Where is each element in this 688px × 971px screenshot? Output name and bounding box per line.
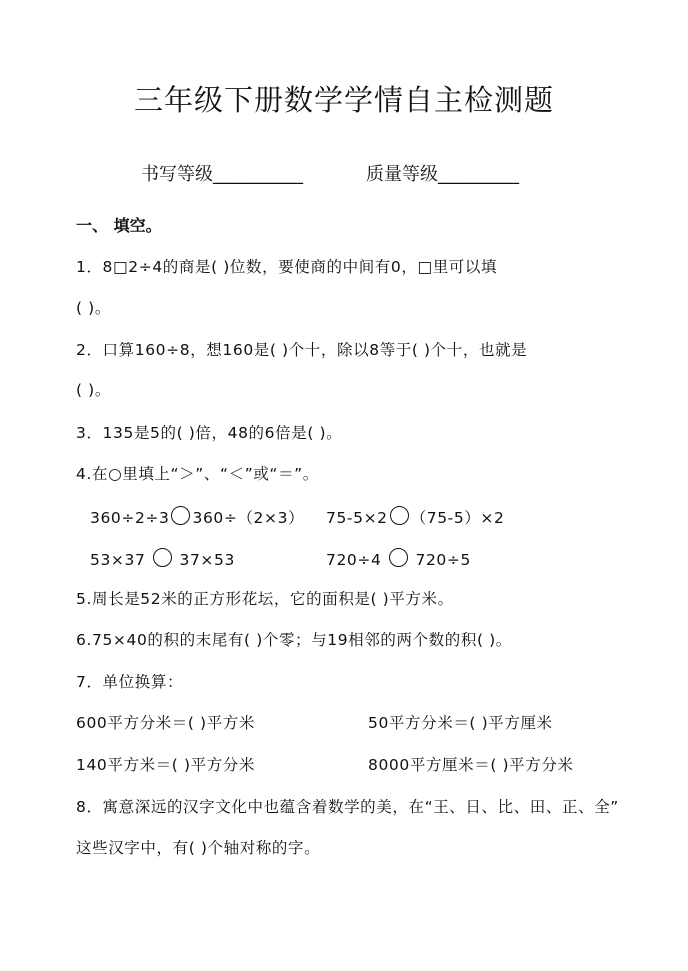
question-3: 3．135是5的( )倍，48的6倍是( )。 — [76, 424, 343, 442]
compare-circle-blank[interactable] — [390, 506, 409, 525]
question-8-line-1: 8．寓意深远的汉字文化中也蕴含着数学的美，在“王、日、比、田、正、全” — [76, 798, 619, 816]
question-1-line-1: 1．8□2÷4的商是( )位数，要使商的中间有0，□里可以填 — [76, 258, 498, 276]
question-8-line-2: 这些汉字中，有( )个轴对称的字。 — [76, 839, 321, 857]
page-title: 三年级下册数学学情自主检测题 — [133, 83, 554, 117]
compare-left: 53×37 — [90, 551, 151, 569]
compare-item-1 — [90, 506, 304, 528]
compare-circle-blank[interactable] — [389, 548, 408, 567]
question-5: 5.周长是52米的正方形花坛，它的面积是( )平方米。 — [76, 590, 454, 608]
question-4-instruction: 4.在○里填上“＞”、“＜”或“＝”。 — [76, 465, 319, 483]
compare-right: 720÷5 — [409, 551, 471, 569]
compare-right: 37×53 — [173, 551, 235, 569]
question-2-line-1: 2．口算160÷8，想160是( )个十，除以8等于( )个十，也就是 — [76, 341, 528, 359]
compare-item-2 — [326, 506, 504, 528]
question-7-heading: 7．单位换算： — [76, 673, 184, 691]
unit-conversion-3: 140平方米＝( )平方分米 — [76, 756, 256, 774]
section-heading: 一、 填空。 — [76, 216, 162, 235]
compare-left: 720÷4 — [326, 551, 387, 569]
compare-right: 360÷（2×3） — [192, 509, 305, 527]
compare-left: 75-5×2 — [326, 509, 388, 527]
question-6: 6.75×40的积的末尾有( )个零；与19相邻的两个数的积( )。 — [76, 631, 512, 649]
question-2-line-2: ( )。 — [76, 381, 111, 399]
unit-conversion-4: 8000平方厘米＝( )平方分米 — [368, 756, 574, 774]
unit-conversion-1: 600平方分米＝( )平方米 — [76, 714, 256, 732]
compare-left: 360÷2÷3 — [90, 509, 170, 527]
question-1-line-2: ( )。 — [76, 299, 111, 317]
compare-circle-blank[interactable] — [153, 548, 172, 567]
quality-grade: 质量等级_________ — [366, 164, 519, 185]
compare-item-4 — [326, 548, 471, 569]
compare-item-3 — [90, 548, 235, 569]
compare-circle-blank[interactable] — [171, 506, 190, 525]
unit-conversion-2: 50平方分米＝( )平方厘米 — [368, 714, 553, 732]
compare-right: （75-5）×2 — [410, 509, 505, 527]
writing-grade: 书写等级__________ — [141, 164, 303, 185]
